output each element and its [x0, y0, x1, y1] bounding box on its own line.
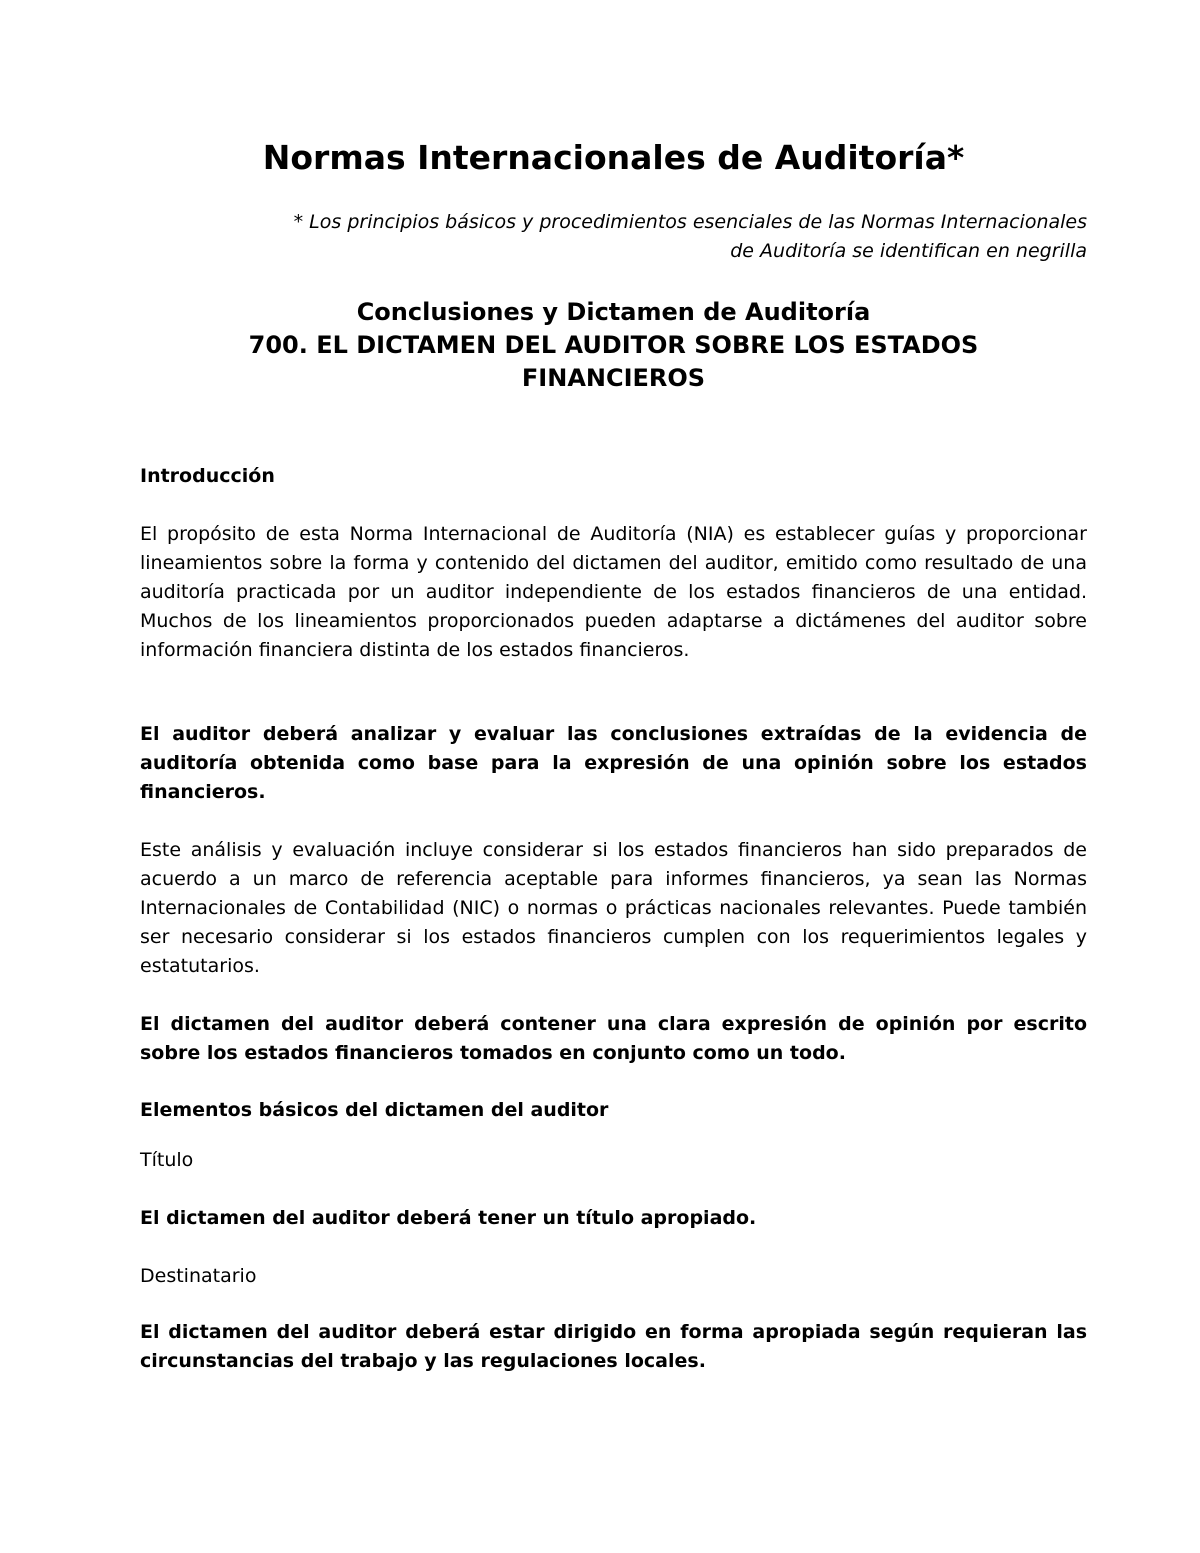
note-line-2: de Auditoría se identifican en negrilla	[730, 240, 1087, 262]
document-title: Normas Internacionales de Auditoría*	[262, 138, 965, 177]
bold-paragraph-opinion: El dictamen del auditor deberá contener una clara expresión de opinión por escrito sobre los estados financieros tomados en conjunto como un todo.	[140, 1013, 1087, 1064]
bold-notation-note	[140, 208, 1087, 266]
section-heading	[140, 296, 1087, 395]
section-heading-line-2: 700. EL DICTAMEN DEL AUDITOR SOBRE LOS ESTADOS	[248, 331, 979, 359]
titulo-rule: El dictamen del auditor deberá tener un título apropiado.	[140, 1207, 757, 1229]
intro-heading: Introducción	[140, 465, 275, 487]
analysis-paragraph: Este análisis y evaluación incluye considerar si los estados financieros han sido preparados de acuerdo a un marco de referencia aceptable para informes financieros, ya sean las Normas Internacionales de Contabilidad (NIC) o normas o prácticas nacionales relevantes. Puede también ser necesario considerar si los estados financieros cumplen con los requerimientos legales y estatutarios.	[140, 839, 1087, 977]
intro-paragraph: El propósito de esta Norma Internacional de Auditoría (NIA) es establecer guías y proporcionar lineamientos sobre la forma y contenido del dictamen del auditor, emitido como resultado de una auditoría practicada por un auditor independiente de los estados financieros de una entidad. Muchos de los lineamientos proporcionados pueden adaptarse a dictámenes del auditor sobre información financiera distinta de los estados financieros.	[140, 523, 1087, 661]
note-line-1: * Los principios básicos y procedimientos esenciales de las Normas Internacionales	[293, 211, 1087, 233]
section-heading-line-1: Conclusiones y Dictamen de Auditoría	[356, 298, 871, 326]
elements-heading: Elementos básicos del dictamen del auditor	[140, 1099, 609, 1121]
destinatario-label: Destinatario	[140, 1265, 257, 1287]
section-heading-line-3: FINANCIEROS	[521, 364, 706, 392]
titulo-label: Título	[140, 1149, 194, 1171]
destinatario-rule: El dictamen del auditor deberá estar dirigido en forma apropiada según requieran las circunstancias del trabajo y las regulaciones locales.	[140, 1321, 1087, 1372]
bold-paragraph-analysis: El auditor deberá analizar y evaluar las conclusiones extraídas de la evidencia de auditoría obtenida como base para la expresión de una opinión sobre los estados financieros.	[140, 723, 1087, 803]
